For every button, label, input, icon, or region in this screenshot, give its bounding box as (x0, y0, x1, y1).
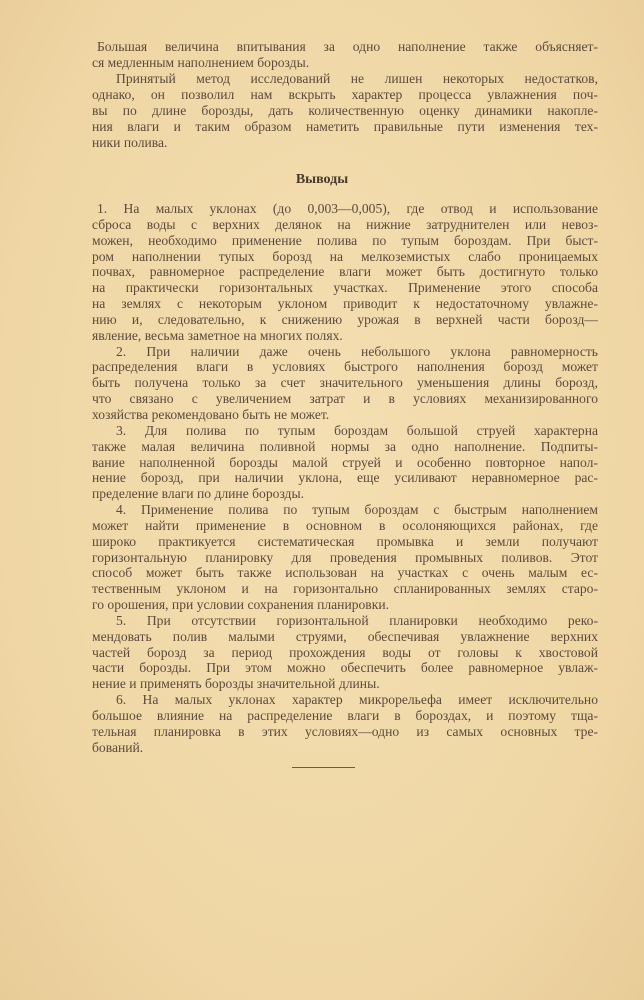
text-line: 2. При наличии даже очень небольшого уклона равномерность (116, 343, 598, 359)
text-line: что связано с увеличением затрат и в условиях механизированного (92, 391, 598, 407)
text-line: 5. При отсутствии горизонтальной планировки необходимо реко- (116, 612, 598, 628)
text-line: нию и, следовательно, к снижению урожая в верхней части борозд— (92, 311, 598, 327)
text-line: сброса воды с верхних делянок на нижние затруднителен или невоз- (92, 216, 598, 232)
text-line: распределения влаги в условиях быстрого наполнения борозд может (92, 359, 598, 375)
intro-text (92, 39, 598, 151)
text-line: 1. На малых уклонах (до 0,003—0,005), где отвод и использование (97, 201, 598, 216)
text-line: тественным уклоном и на горизонтально спланированных землях старо- (92, 581, 598, 597)
paragraph (92, 39, 598, 71)
text-line: нение борозд, при наличии уклона, еще усиливают неравномерное рас- (92, 470, 598, 486)
text-line: вание наполненной борозды малой струей и особенно повторное напол- (92, 454, 598, 470)
text-line: пределение влаги по длине борозды. (92, 486, 305, 502)
text-line: 4. Применение полива по тупым бороздам с быстрым наполнением (116, 502, 598, 518)
conclusion-item (92, 201, 598, 344)
text-line: явление, весьма заметное на многих полях. (92, 327, 343, 343)
text-line: ники полива. (92, 135, 168, 150)
section-heading: Выводы (295, 172, 349, 187)
text-line: тельная планировка в этих условиях—одно из самых основных тре- (92, 723, 598, 739)
text-line: ния влаги и таким образом наметить правильные пути изменения тех- (92, 119, 598, 134)
text-line: хозяйства рекомендовано быть не может. (92, 406, 330, 422)
text-line: способ может быть также использован на участках с очень малым ес- (92, 565, 598, 581)
conclusions-list (92, 201, 598, 756)
text-line: 6. На малых уклонах характер микрорельефа имеет исключительно (116, 692, 598, 708)
text-line: 3. Для полива по тупым бороздам большой струей характерна (116, 422, 598, 438)
conclusion-item (92, 502, 598, 613)
conclusion-item (92, 613, 598, 692)
text-line: можен, необходимо применение полива по тупым бороздам. При быст- (92, 232, 598, 248)
text-line: ром наполнении тупых борозд на мелкоземистых слабо проницаемых (92, 248, 598, 264)
text-line: почвах, равномерное распределение влаги может быть достигнуто только (92, 264, 598, 280)
paragraph (92, 71, 598, 151)
text-line: мендовать полив малыми струями, обеспечивая увлажнение верхних (92, 628, 598, 644)
text-line: го орошения, при условии сохранения планировки. (92, 597, 390, 613)
conclusion-item (92, 344, 598, 423)
text-line: Принятый метод исследований не лишен некоторых недостатков, (116, 71, 598, 86)
text-line: ся медленным наполнением борозды. (92, 55, 310, 70)
text-line: широко практикуется систематическая промывка и земли получают (92, 533, 598, 549)
text-line: нение и применять борозды значительной длины. (92, 676, 380, 692)
text-line: на практически горизонтальных участках. Применение этого способа (92, 280, 598, 296)
closing-rule (292, 767, 355, 768)
text-line: однако, он позволил нам вскрыть характер процесса увлажнения поч- (92, 87, 598, 102)
text-line: Большая величина впитывания за одно наполнение также объясняет- (97, 39, 598, 54)
text-line: на землях с некоторым уклоном приводит к недостаточному увлажне- (92, 296, 598, 312)
text-line: горизонтальную планировку для проведения промывных поливов. Этот (92, 549, 598, 565)
conclusion-item (92, 692, 598, 755)
text-line: также малая величина поливной нормы за одно наполнение. Подпиты- (92, 438, 598, 454)
text-line: части борозды. При этом можно обеспечить более равномерное увлаж- (92, 660, 598, 676)
text-line: большое влияние на распределение влаги в бороздах, и поэтому тща- (92, 708, 598, 723)
text-line: частей борозд за период прохождения воды от головы к хвостовой (92, 644, 598, 660)
conclusion-item (92, 423, 598, 502)
text-line: вы по длине борозды, дать количественную оценку динамики накопле- (92, 103, 598, 118)
text-line: может найти применение в основном в осолоняющихся районах, где (92, 517, 598, 533)
text-line: бований. (92, 739, 144, 755)
text-line: быть получена только за счет значительного уменьшения длины борозд, (92, 375, 598, 391)
